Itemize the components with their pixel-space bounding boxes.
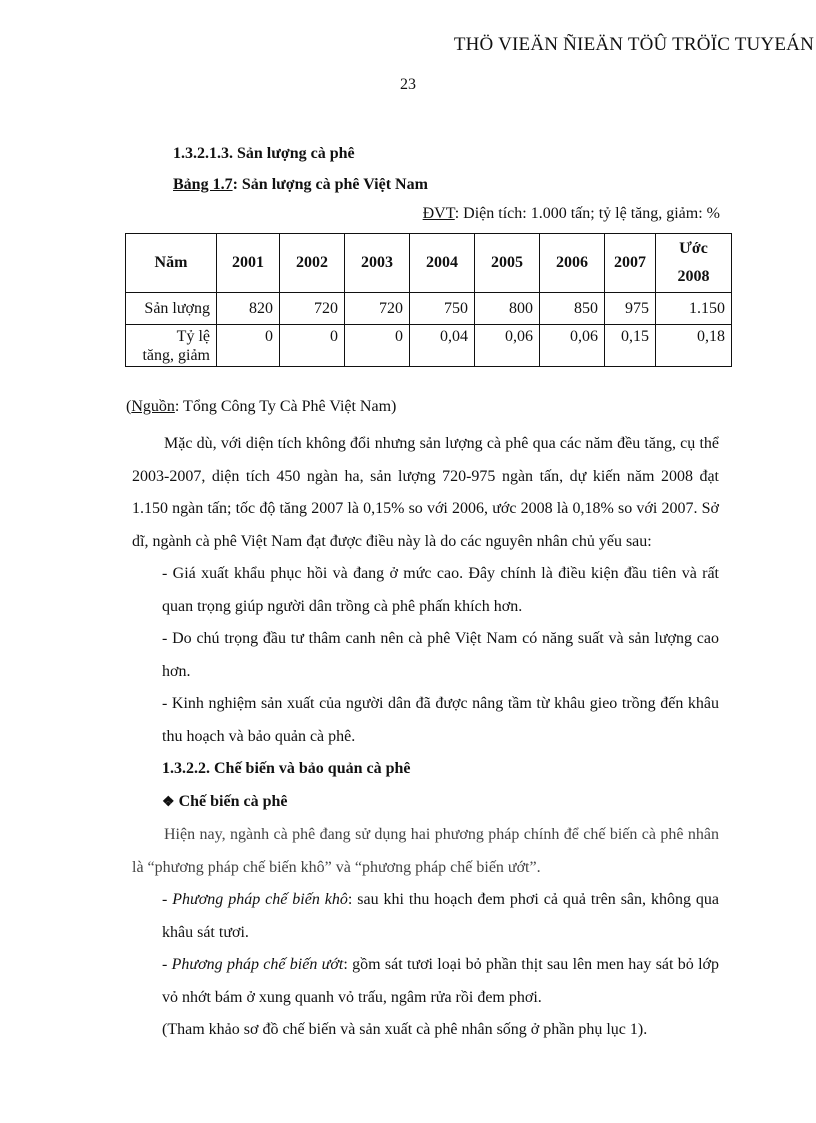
table-cell: 720	[345, 293, 410, 325]
paragraph-output-reasons: Mặc dù, với diện tích không đổi nhưng sản lượng cà phê qua các năm đều tăng, cụ thể 2003-2007, diện tích 450 ngàn ha, sản lượng 720-975 ngàn tấn, dự kiến năm 2008 đạt 1.150 ngàn tấn; tốc độ tăng 2007 là 0,15% so với 2006, ước 2008 là 0,18% so với 2007. Sở dĩ, ngành cà phê Việt Nam đạt được điều này là do các nguyên nhân chủ yếu sau:	[132, 435, 719, 550]
table-cell: 975	[605, 293, 656, 325]
table-source	[126, 398, 396, 416]
table-header-row	[126, 234, 732, 293]
body-text	[132, 428, 719, 1047]
diamond-bullet-icon: ❖	[162, 794, 175, 810]
table-cell: 1.150	[656, 293, 732, 325]
source-label: Nguồn	[131, 398, 175, 415]
header-cell-year: 2005	[475, 234, 540, 293]
table-cell: 720	[280, 293, 345, 325]
row-label-line1: Tỷ lệ	[176, 328, 210, 345]
section-title: 1.3.2.1.3. Sản lượng cà phê	[173, 145, 355, 162]
table-cell: 0,06	[540, 325, 605, 367]
table-cell: 0,06	[475, 325, 540, 367]
header-cell-year: 2006	[540, 234, 605, 293]
table-cell: 800	[475, 293, 540, 325]
header-cell-year: 2001	[217, 234, 280, 293]
wet-method-term: Phương pháp chế biến ướt	[171, 956, 344, 973]
header-cell-year-label: Năm	[126, 234, 217, 293]
table-row-change-rate	[126, 325, 732, 367]
sub-heading-text: Chế biến cà phê	[178, 792, 288, 810]
paragraph-appendix-reference: (Tham khảo sơ đồ chế biến và sản xuất cà phê nhân sống ở phần phụ lục 1).	[162, 1021, 648, 1038]
unit-note-text: : Diện tích: 1.000 tấn; tỷ lệ tăng, giảm: %	[454, 205, 720, 222]
bullet-experience: - Kinh nghiệm sản xuất của người dân đã được nâng tầm từ khâu gieo trồng đến khâu thu hoạch và bảo quản cà phê.	[162, 695, 719, 745]
coffee-output-table	[125, 233, 732, 367]
table-cell: 0,18	[656, 325, 732, 367]
unit-note-label: ĐVT	[422, 205, 455, 222]
subsection-heading: 1.3.2.2. Chế biến và bảo quản cà phê	[162, 760, 411, 777]
source-text: : Tổng Công Ty Cà Phê Việt Nam)	[174, 398, 397, 415]
bullet-dry-method	[132, 884, 719, 949]
bullet-dash: -	[162, 891, 173, 908]
unit-note	[423, 205, 720, 223]
source-open-paren: (	[126, 398, 132, 415]
table-caption-text: : Sản lượng cà phê Việt Nam	[232, 176, 428, 193]
header-cell-estimate	[656, 234, 732, 293]
dry-method-term: Phương pháp chế biến khô	[172, 891, 348, 908]
row-label: Sản lượng	[126, 293, 217, 325]
table-cell: 750	[410, 293, 475, 325]
header-cell-year: 2002	[280, 234, 345, 293]
table-cell: 0,04	[410, 325, 475, 367]
bullet-export-price: - Giá xuất khẩu phục hồi và đang ở mức cao. Đây chính là điều kiện đầu tiên và rất quan trọng giúp người dân trồng cà phê phấn khích hơn.	[162, 565, 719, 615]
table-caption	[173, 176, 428, 194]
bullet-intensive-farming: - Do chú trọng đầu tư thâm canh nên cà phê Việt Nam có năng suất và sản lượng cao hơn.	[162, 630, 719, 680]
dry-method-desc: : sau khi thu hoạch đem phơi cả quả trên sân, không qua khâu sát tươi.	[162, 891, 720, 941]
table-row-output	[126, 293, 732, 325]
table-caption-label: Bảng 1.7	[173, 176, 233, 193]
header-cell-year: 2003	[345, 234, 410, 293]
bullet-dash: -	[162, 956, 172, 973]
table-cell: 0	[280, 325, 345, 367]
table-cell: 0,15	[605, 325, 656, 367]
table-cell: 850	[540, 293, 605, 325]
row-label	[126, 325, 217, 367]
table-cell: 0	[345, 325, 410, 367]
estimate-label: Ước	[679, 240, 708, 257]
paragraph-processing-methods: Hiện nay, ngành cà phê đang sử dụng hai phương pháp chính để chế biến cà phê nhân là “phương pháp chế biến khô” và “phương pháp chế biến ướt”.	[132, 826, 719, 876]
table-cell: 0	[217, 325, 280, 367]
sub-heading	[132, 786, 719, 820]
running-header: THÖ VIEÄN ÑIEÄN TÖÛ TRÖÏC TUYEÁN	[453, 34, 814, 55]
header-cell-year: 2004	[410, 234, 475, 293]
header-cell-year: 2007	[605, 234, 656, 293]
estimate-year: 2008	[677, 268, 710, 285]
page-number: 23	[400, 76, 416, 93]
bullet-wet-method	[132, 949, 719, 1014]
wet-method-desc: : gồm sát tươi loại bỏ phần thịt sau lên men hay sát bỏ lớp vỏ nhớt bám ở xung quanh vỏ trấu, ngâm rửa rồi đem phơi.	[162, 956, 720, 1006]
row-label-line2: tăng, giảm	[142, 347, 210, 364]
table-cell: 820	[217, 293, 280, 325]
